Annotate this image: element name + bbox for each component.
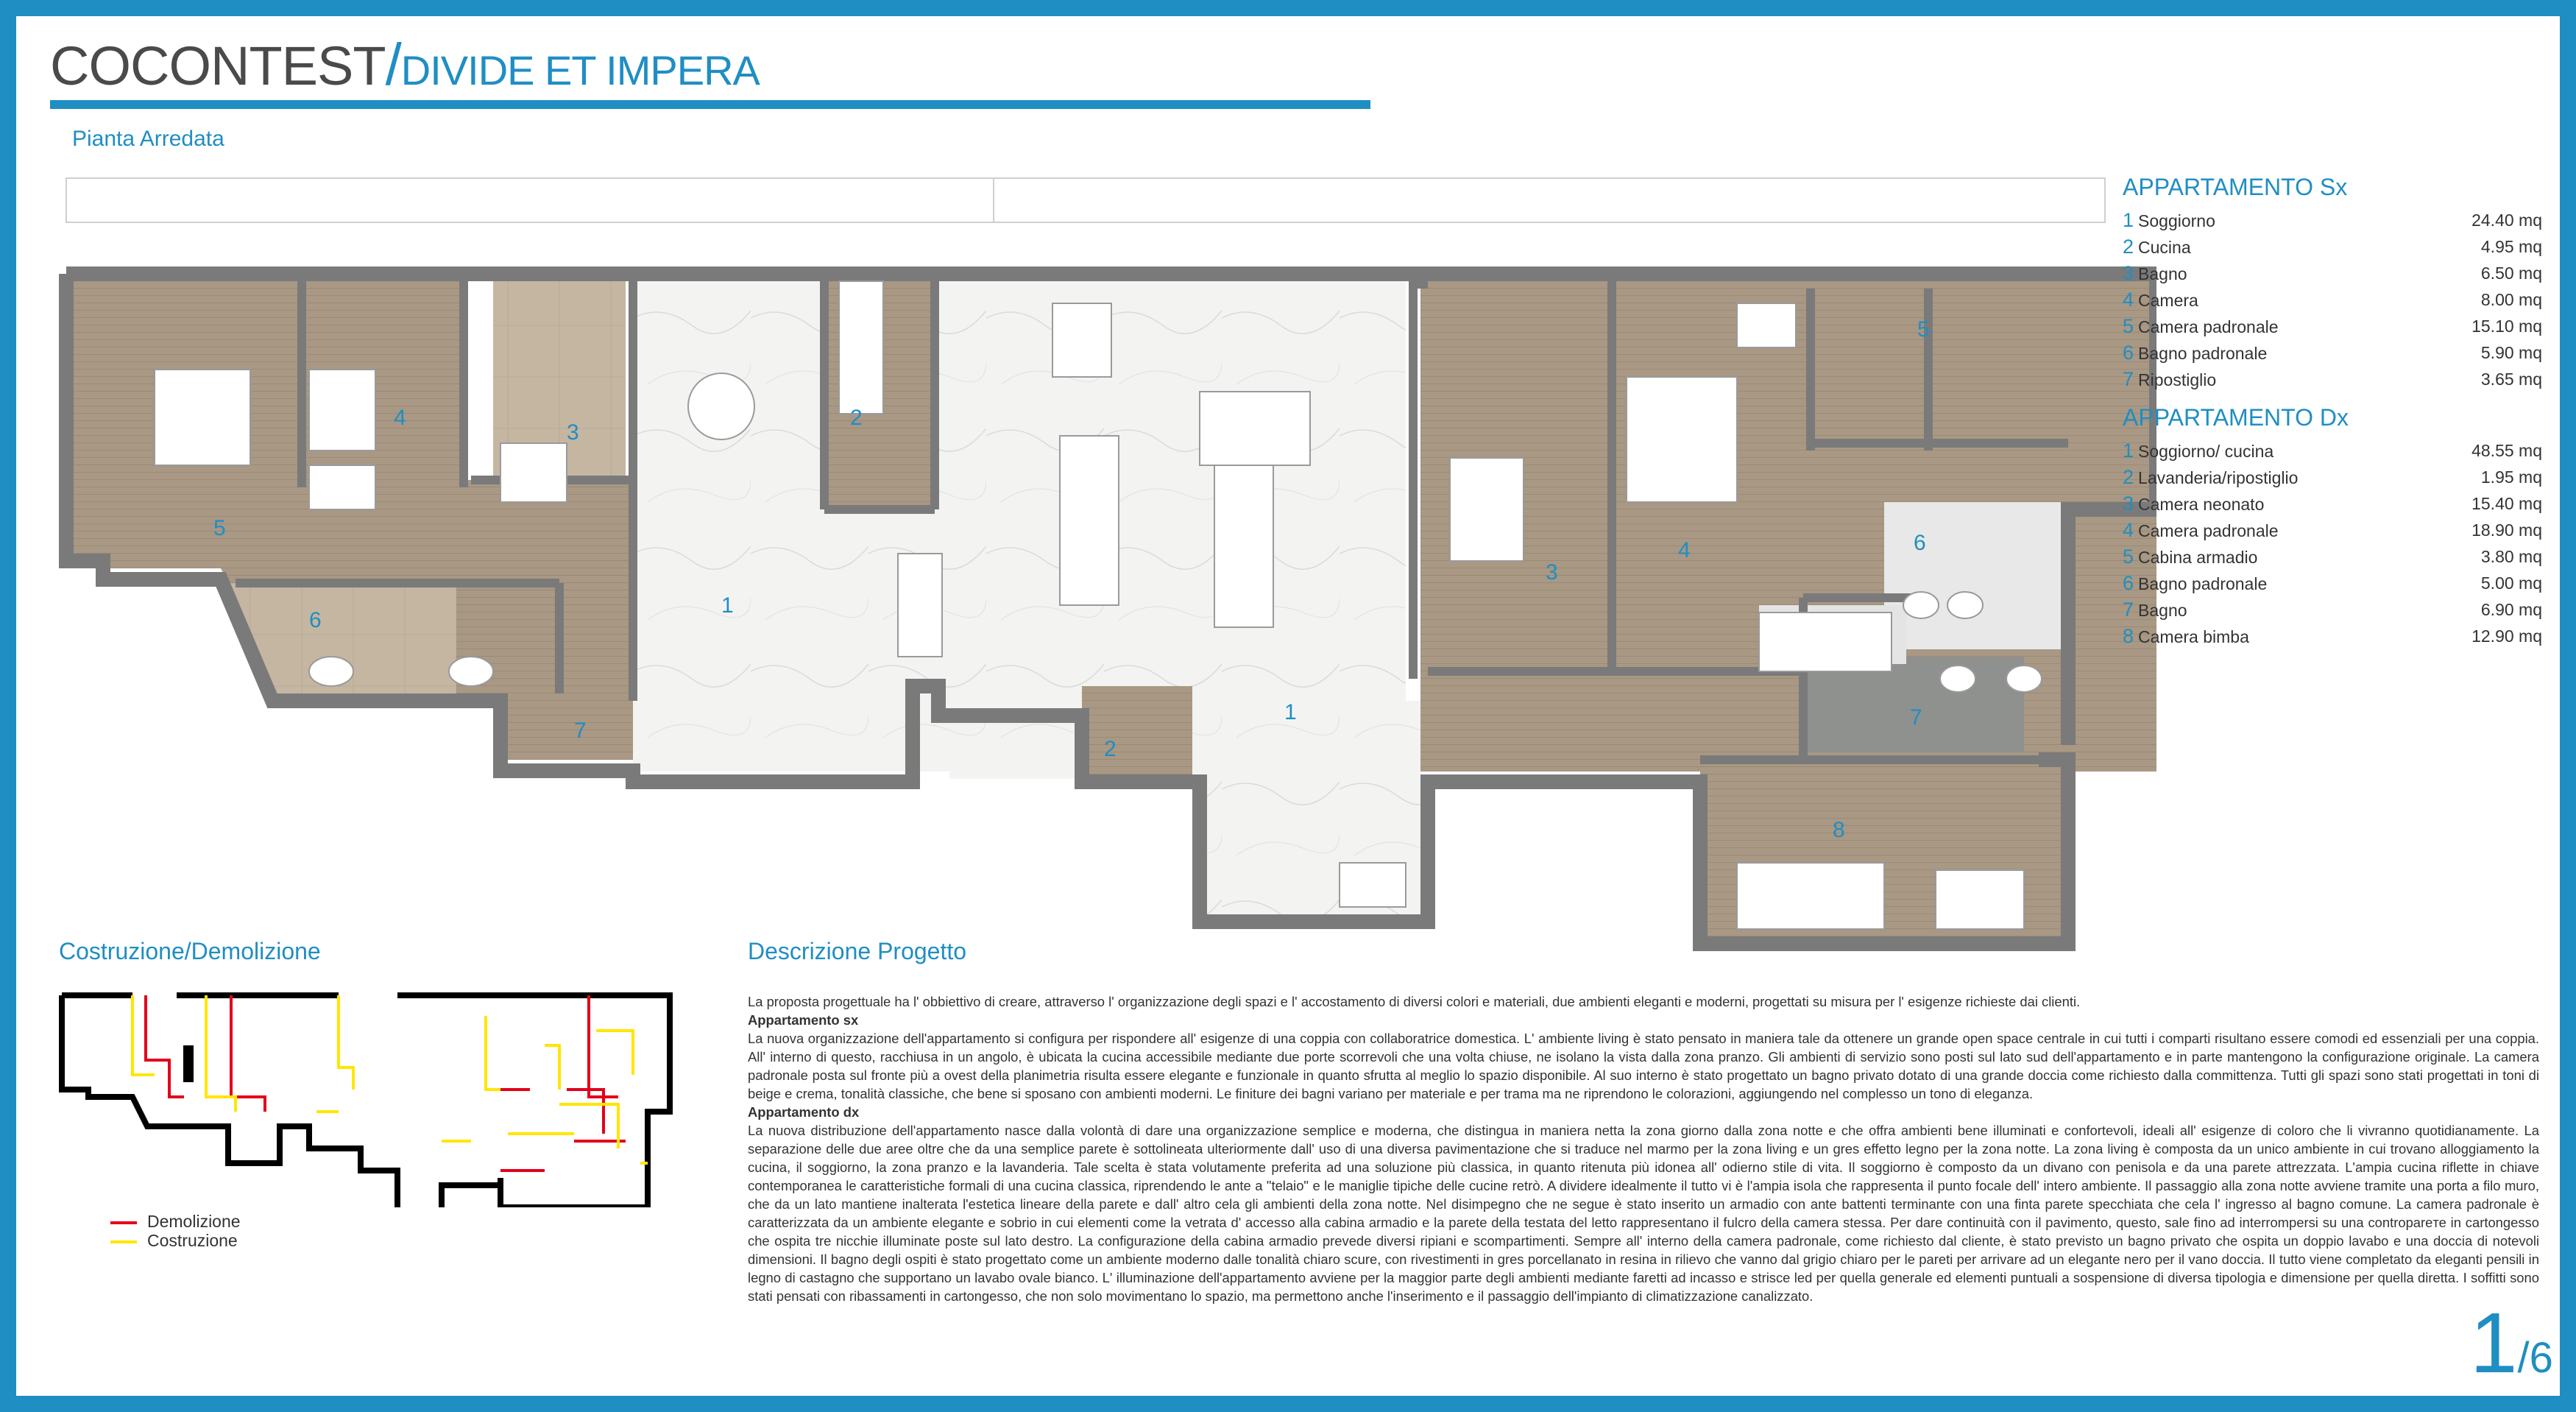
legend-room-area: 6.90 mq [2480,600,2542,619]
page-number [2470,1295,2553,1391]
legend-room-number: 3 [2123,493,2134,515]
legend-room-number: 4 [2123,519,2134,541]
legend-room-number: 5 [2123,315,2134,337]
legend-title-sx: APPARTAMENTO Sx [2123,174,2348,200]
desc-intro: La proposta progettuale ha l' obbiettivo di creare, attraverso l' organizzazione degli spazi e l' accostamento di diversi colori e materiali, due ambienti eleganti e moderni, progettati su misura per l' esigenze richieste dai clienti. [748,994,2081,1009]
legend-row [2123,596,2542,623]
legend-room [2123,339,2267,366]
legend-room-area: 8.00 mq [2480,290,2542,309]
page-current: 1 [2470,1295,2518,1391]
legend-room-area: 6.50 mq [2480,264,2542,283]
frame-left [0,0,16,1412]
balcony-outline-dx [994,178,2105,222]
legend-room-number: 6 [2123,342,2134,364]
label-dx-7: 7 [1910,705,1922,730]
legend-room-number: 2 [2123,466,2134,488]
title-sub: DIVIDE ET IMPERA [400,47,760,93]
legend-room-name: Camera padronale [2138,521,2279,540]
legend-room [2123,437,2274,464]
legend-room-name: Camera neonato [2138,495,2265,514]
legend-room-name: Bagno padronale [2138,344,2268,363]
legend-row [2123,543,2542,570]
legend-room [2123,596,2187,623]
demolition-lines [146,995,626,1171]
legend-row [2123,570,2542,596]
frame-bottom [0,1396,2576,1412]
legend-row [2123,233,2542,260]
legend-room-name: Cabina armadio [2138,548,2258,567]
pianta-label: Pianta Arredata [72,127,224,151]
project-description [748,992,2539,1305]
legend-room [2123,366,2216,392]
legend-room-name: Soggiorno/ cucina [2138,442,2274,461]
legend-row [2123,207,2542,233]
legend-room-number: 8 [2123,625,2134,647]
legend-row [2123,366,2542,392]
label-sx-7: 7 [574,719,587,743]
legend-row [2123,437,2542,464]
title-slash: / [385,32,401,97]
label-dx-8: 8 [1833,818,1845,842]
legend-room [2123,570,2267,596]
legend-room-name: Bagno [2138,264,2187,283]
label-sx-5: 5 [213,516,226,540]
label-dx-1: 1 [1284,700,1297,724]
legend-room-number: 7 [2123,599,2134,621]
costruzione-swatch [110,1240,137,1243]
legend-room [2123,517,2279,543]
legend-room [2123,490,2264,517]
legend-room-area: 3.65 mq [2480,370,2542,389]
legend-row [2123,464,2542,490]
room-dx-2 [1082,686,1192,782]
legend-room-number: 7 [2123,368,2134,390]
label-dx-3: 3 [1546,560,1558,585]
legend-costruzione: Costruzione [110,1231,241,1250]
legend-room-area: 48.55 mq [2471,441,2542,460]
legend-room-area: 3.80 mq [2480,547,2542,566]
label-sx-6: 6 [309,608,322,632]
label-dx-6: 6 [1914,531,1926,555]
legend-room-area: 15.10 mq [2471,317,2542,336]
label-sx-4: 4 [394,406,406,430]
desc-dx-text: La nuova distribuzione dell'appartamento nasce dalla volontà di dare una organizzazione semplice e moderna, che distingua in maniera netta la zona giorno dalla zona notte e che offra ambienti bene illuminati e confortevoli, ideali all' esigenze di coloro che li vivranno quotidianamente. La separazione delle due aree oltre che da una semplice parete è sottolineata ulteriormente dall' uso di una diversa pavimentazione che si traduce nel marmo per la zona living e un gres effetto legno per la zona notte. La zona living è composta da un unico ambiente in cui trovano alloggiamento la cucina, il soggiorno, la zona pranzo e la lavanderia. Tale scelta è stata volutamente preferita ad una soluzione più classica, in quanto ritenuta più idonea all' odierno stile di vita. Il soggiorno è composto da un divano con penisola e da una parete attrezzata. L'ampia cucina riflette in chiave contemporanea le caratteristiche formali di una cucina classica, riprendendo le ante a "telaio" e le maniglie tipiche delle cucine retrò. A dividere idealmente il tutto vi è l'ampia isola che rappresenta il punto focale dell' intero ambiente. Il passaggio alla zona notte avviene tramite una porta a filo muro, che da un lato mantiene inalterata l'estetica lineare della parete e dall' altro cela gli ambienti della zona notte. Nel disimpegno che ne segue è stato inserito un armadio con ante battenti terminante con una finta parete specchiata che cela l' ingresso al bagno comune. La camera padronale è caratterizzata da un ambiente elegante e sobrio in cui elementi come la vetrata d' accesso alla cabina armadio e la parete della testata del letto rappresentano il fulcro della camera stessa. Per dare continuità con il pavimento, questo, sale fino ad interrompersi su una contropareте in cartongesso che ospita tre nicchie illuminate poste sul lato destro. La configurazione della cabina armadio prevede diversi ripiani e scompartimenti. Sempre all' interno della camera padronale, come richiesto dal cliente, è stato previsto un bagno privato che ospita un doppio lavabo e una doccia di notevoli dimensioni. Il bagno degli ospiti è stato progettato come un ambiente moderno dalle tonalità chiaro scure, con rivestimenti in gres porcellanato in resina in rilievo che vanno dal grigio chiaro per le pareti per arrivare ad un elegante nero per il vano doccia. Il tutto viene completato da eleganti pensili in legno di castagno che supportano un lavabo ovale bianco. L' illuminazione dell'appartamento avviene per la maggior parte degli ambienti mediante faretti ad incasso e strisce led per quella generale ed elementi puntuali a sospensione di diversa tipologia e dimensione per quella diretta. I soffitti sono stati pensati con ribassamenti in cartongesso, che non solo movimentano lo spazio, ma permettono anche l'inserimento e il passaggio dell'impianto di climatizzazione canalizzato. [748,1123,2539,1304]
label-dx-4: 4 [1678,538,1691,562]
legend-room-area: 4.95 mq [2480,237,2542,256]
legend-row [2123,623,2542,649]
label-dx-2: 2 [1104,737,1117,761]
desc-sx-text: La nuova organizzazione dell'appartamento si configura per rispondere all' esigenze di una coppia con collaboratrice domestica. L' ambiente living è stato pensato in maniera tale da ottenere un grande open space centrale in cui tutti i comparti risultano essere comodi ed essenziali per una coppia. All' interno di questo, racchiusa in un angolo, è ubicata la cucina accessibile mediante due porte scorrevoli che una volta chiuse, ne isolano la vista dalla zona pranzo. Gli ambienti di servizio sono posti sul lato sud dell'appartamento e in parte mantengono la configurazione originale. La camera padronale posta sul fronte più a ovest della planimetria risulta essere elegante e funzionale in quanto sfrutta al meglio lo spazio disponibile. Al suo interno è stato progettato un bagno privato dotato di una grande doccia come richiesto dalla committenza. Tutti gli spazi sono stati progettati in toni di beige e crema, tonalità classiche, che bene si sposano con ambienti moderni. Le finiture dei bagni variano per materiale e per trama ma ne riprendono le colorazioni, aggiungendo nel complesso un tono di eleganza. [748,1031,2539,1101]
label-sx-2: 2 [850,406,863,430]
legend-room-name: Camera padronale [2138,317,2279,336]
legend-room [2123,260,2187,286]
legend-row [2123,286,2542,313]
legend-room [2123,286,2198,313]
legend-room-number: 5 [2123,546,2134,568]
legend-row [2123,490,2542,517]
legend-room [2123,313,2279,339]
label-sx-1: 1 [721,593,734,618]
legend-room-name: Bagno [2138,601,2187,620]
room-dx-6 [1884,502,2061,649]
legend-title-dx: APPARTAMENTO Dx [2123,404,2349,431]
costruzione-label: Costruzione/Demolizione [59,938,321,964]
legend-room-number: 1 [2123,209,2134,231]
legend-demolizione: Demolizione [110,1212,241,1231]
legend-room-name: Cucina [2138,238,2191,257]
legend-room-area: 15.40 mq [2471,494,2542,513]
legend-room-area: 5.90 mq [2480,343,2542,362]
legend-room-name: Soggiorno [2138,211,2215,230]
legend-room-number: 1 [2123,440,2134,462]
legend-room-name: Ripostiglio [2138,370,2217,389]
label-dx-5: 5 [1917,317,1930,342]
legend-row [2123,260,2542,286]
legend-room [2123,464,2298,490]
title-main: COCONTEST [50,35,386,96]
legend-room-number: 6 [2123,572,2134,594]
legend-room-name: Camera [2138,291,2198,310]
descrizione-label: Descrizione Progetto [748,938,967,964]
legend-room-area: 1.95 mq [2480,467,2542,487]
legend-room [2123,543,2257,570]
label-sx-3: 3 [567,420,579,445]
legend-room-name: Lavanderia/ripostiglio [2138,468,2299,487]
legend-room-area: 18.90 mq [2471,520,2542,540]
legend-row [2123,517,2542,543]
legend-room-name: Camera bimba [2138,627,2249,646]
legend-room-name: Bagno padronale [2138,574,2268,593]
legend-room-number: 3 [2123,262,2134,284]
legend-room [2123,233,2191,260]
legend-row [2123,313,2542,339]
construction-lines [132,995,648,1163]
legend-room [2123,623,2249,649]
legend-room-area: 5.00 mq [2480,573,2542,593]
legend-row [2123,339,2542,366]
desc-dx-heading: Appartamento dx [748,1104,860,1120]
legend-room-area: 24.40 mq [2471,211,2542,230]
page-title [50,32,760,97]
frame-right [2560,0,2576,1412]
floor-plan [44,171,2156,951]
demolition-legend [110,1212,241,1250]
room-legend [2123,174,2542,649]
frame-top [0,0,2576,16]
demolizione-swatch [110,1221,137,1224]
legend-room-area: 12.90 mq [2471,626,2542,646]
balcony-outline [66,178,994,222]
page-total: /6 [2517,1334,2553,1382]
legend-room-number: 2 [2123,236,2134,258]
legend-room [2123,207,2215,233]
room-sx-7 [493,693,633,760]
desc-sx-heading: Appartamento sx [748,1012,859,1028]
legend-room-number: 4 [2123,289,2134,311]
demolition-diagram [59,986,699,1207]
title-underline [50,100,1370,109]
demo-walls [62,995,670,1207]
